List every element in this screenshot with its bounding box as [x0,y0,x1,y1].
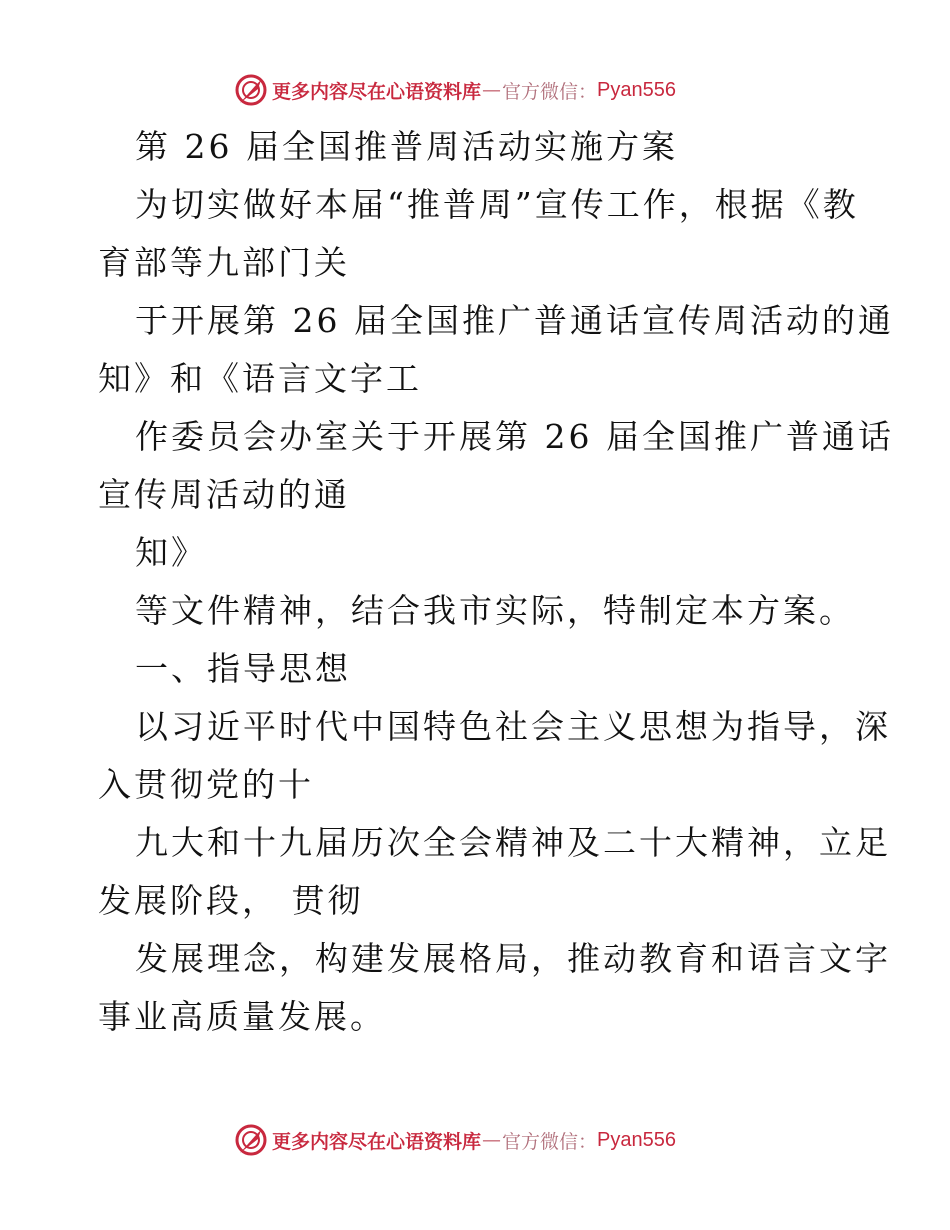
watermark-site-text: 更多内容尽在心语资料库 [272,80,482,103]
body-line: 为切实做好本届“推普周”宣传工作，根据《教 [135,185,859,224]
body-line: 于开展第 26 届全国推广普通话宣传周活动的通 [135,301,894,340]
body-line: 等文件精神，结合我市实际，特制定本方案。 [135,591,855,630]
header-watermark [234,70,676,110]
body-line: 事业高质量发展。 [98,997,386,1036]
body-line: 知》 [135,533,207,572]
body-line: 宣传周活动的通 [98,475,350,514]
watermark-separator: — [482,1129,502,1151]
body-line: 作委员会办室关于开展第 26 届全国推广普通话 [135,417,894,456]
body-line: 发展阶段， 贯彻 [98,881,364,920]
watermark-wechat-id: Pyan556 [597,1128,676,1151]
watermark-wechat-label: 官方微信： [502,1130,598,1153]
document-title: 第 26 届全国推普周活动实施方案 [135,127,678,166]
body-line: 育部等九部门关 [98,243,350,282]
body-line: 以习近平时代中国特色社会主义思想为指导，深 [135,707,891,746]
body-line: 发展理念，构建发展格局，推动教育和语言文字 [135,939,891,978]
footer-watermark [234,1120,676,1160]
watermark-separator: — [482,79,502,101]
quill-logo-icon [234,1123,268,1157]
watermark-site-text: 更多内容尽在心语资料库 [272,1130,482,1153]
watermark-wechat-id: Pyan556 [597,78,676,101]
body-line: 入贯彻党的十 [98,765,314,804]
watermark-wechat-label: 官方微信： [502,80,598,103]
body-line: 知》和《语言文字工 [98,359,422,398]
body-line: 九大和十九届历次全会精神及二十大精神，立足 [135,823,891,862]
section-heading: 一、指导思想 [135,649,351,688]
quill-logo-icon [234,73,268,107]
